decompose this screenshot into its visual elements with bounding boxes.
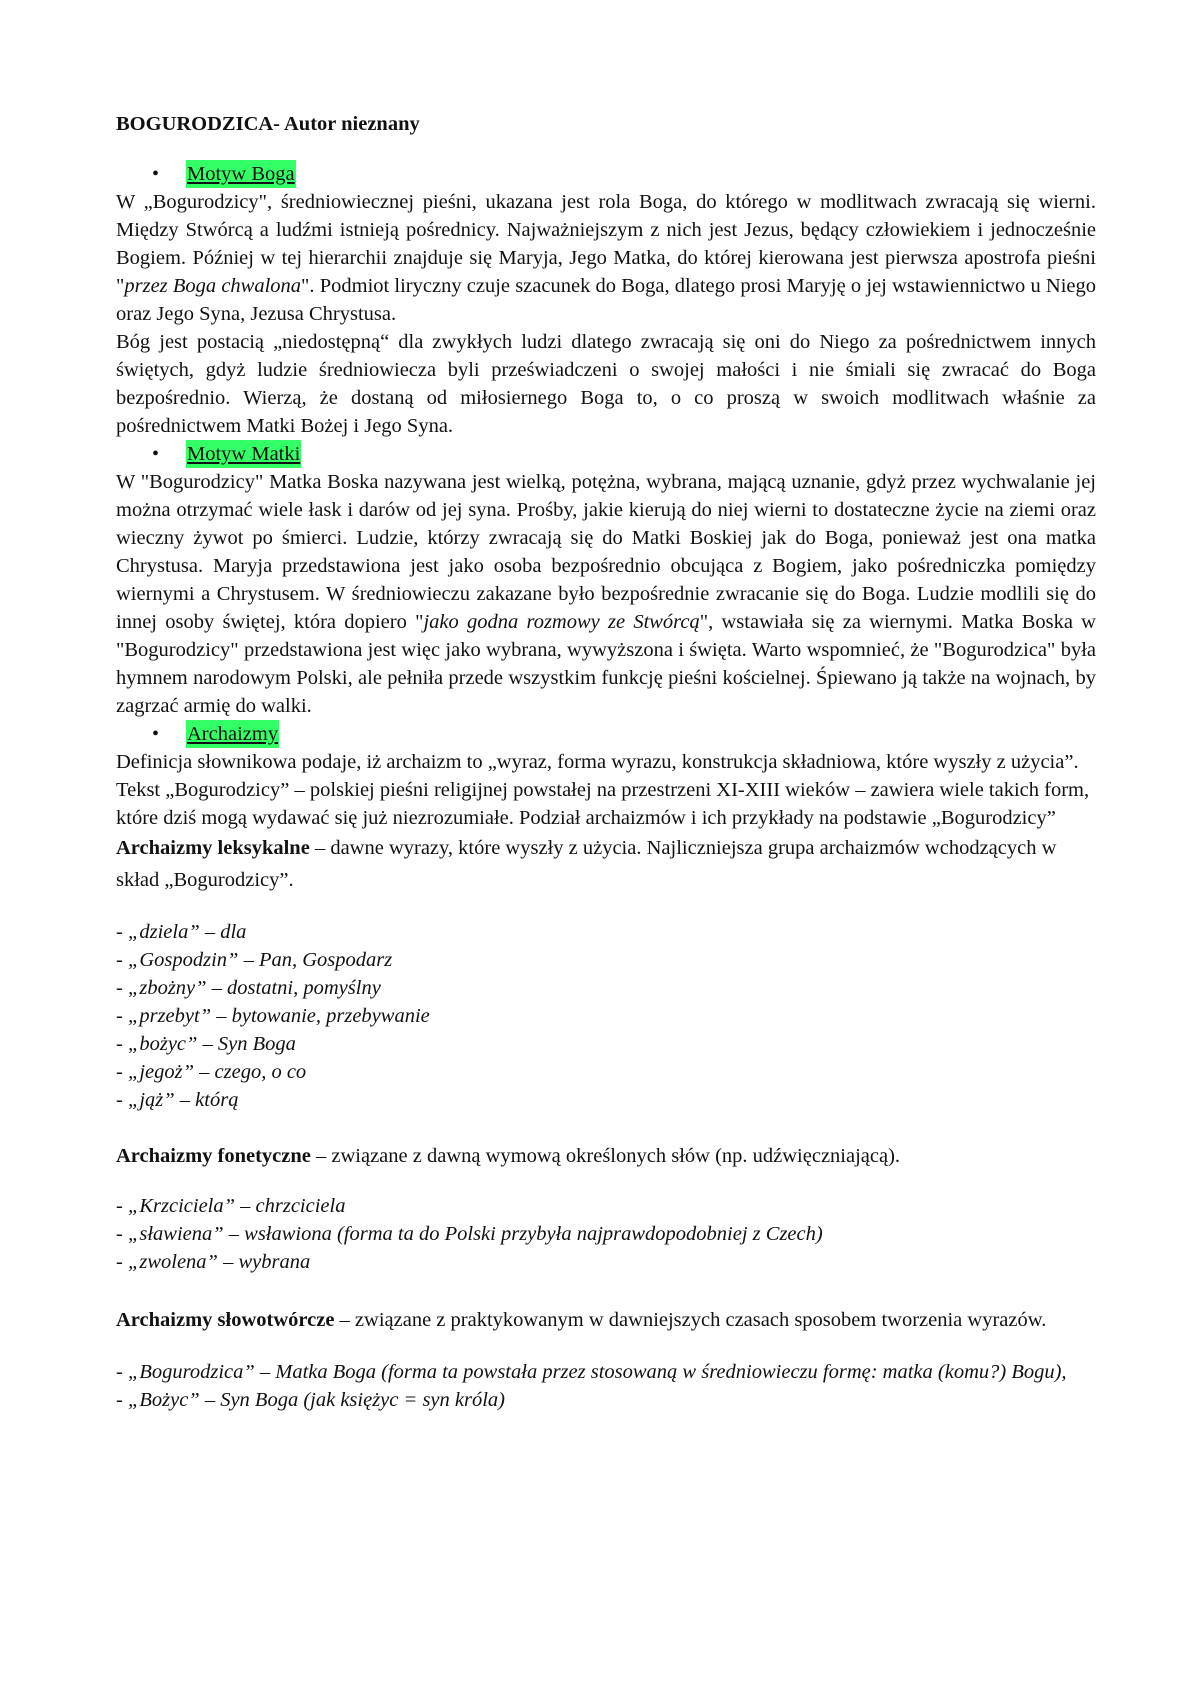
list-item: [116, 1386, 1096, 1414]
term-description: – związane z dawną wymową określonych słów (np. udźwięczniającą).: [310, 1145, 901, 1167]
dash: -: [116, 1361, 128, 1383]
paragraph: Bóg jest postacią „niedostępną“ dla zwykłych ludzi dlatego zwracają się oni do Niego za pośrednictwem innych świętych, gdyż ludzie średniowiecza byli przeświadczeni o swojej małości i nie śmiali się zwracać do Boga bezpośrednio. Wierzą, że dostaną od miłosiernego Boga to, o co proszą w swoich modlitwach właśnie za pośrednictwem Matki Bożej i Jego Syna.: [116, 331, 1096, 437]
list-item: [116, 1192, 1096, 1220]
item-text: „zwolena” – wybrana: [127, 1251, 311, 1273]
document-title: BOGURODZICA- Autor nieznany: [116, 113, 420, 135]
paragraph-italic-quote: przez Boga chwalona: [124, 275, 302, 297]
term-label: Archaizmy słowotwórcze: [116, 1309, 335, 1331]
paragraph: [116, 468, 1096, 720]
bullet-icon: •: [152, 443, 160, 465]
bullet-icon: •: [152, 163, 160, 185]
phonetic-intro: [116, 1142, 1096, 1170]
phonetic-list: [116, 1192, 1096, 1276]
paragraph-text: ". Podmiot liryczny czuje szacunek do Boga, dlatego prosi Maryję o jej wstawiennictwo u Niego oraz Jego Syna, Jezusa Chrystusa.: [116, 275, 1096, 325]
section-heading-archaizmy: [116, 720, 1096, 748]
paragraph-text: W „Bogurodzicy", średniowiecznej pieśni, ukazana jest rola Boga, do którego w modlitwach zwracają się wierni. Między Stwórcą a ludźmi istnieją pośrednicy. Najważniejszym z nich jest Jezus, będący człowiekiem i jednocześnie Bogiem. Później w tej hierarchii znajduje się Maryja, Jego Matka, do której kierowana jest pierwsza apostrofa pieśni ": [116, 191, 1096, 297]
list-item: [116, 1358, 1096, 1386]
item-text: „Krzciciela” – chrzciciela: [127, 1195, 346, 1217]
section-heading-motyw-boga: [116, 160, 1096, 188]
lexical-list: [116, 918, 1096, 1114]
dash: -: [116, 1089, 128, 1111]
item-text: „jegoż” – czego, o co: [127, 1061, 307, 1083]
item-text: „dziela” – dla: [127, 921, 247, 943]
paragraph-italic-quote: jako godna rozmowy ze Stwórcą: [423, 611, 700, 633]
term-description: – dawne wyrazy, które wyszły z użycia. Najliczniejsza grupa archaizmów wchodzących w skład „Bogurodzicy”.: [116, 837, 1057, 891]
paragraph: Definicja słownikowa podaje, iż archaizm to „wyraz, forma wyrazu, konstrukcja składniowa, które wyszły z użycia”. Tekst „Bogurodzicy” – polskiej pieśni religijnej powstałej na przestrzeni XI-XIII wieków – zawiera wiele takich form, które dziś mogą wydawać się już niezrozumiałe. Podział archaizmów i ich przykłady na podstawie „Bogurodzicy”: [116, 751, 1090, 829]
list-item: [116, 974, 1096, 1002]
dash: -: [116, 1005, 128, 1027]
item-text: „jąż” – którą: [127, 1089, 239, 1111]
item-text: „Bożyc” – Syn Boga (jak księżyc = syn króla): [127, 1389, 506, 1411]
item-text: „bożyc” – Syn Boga: [127, 1033, 296, 1055]
dash: -: [116, 1251, 128, 1273]
section-heading-label: Motyw Boga: [186, 160, 296, 188]
list-item: [116, 1220, 1096, 1248]
paragraph-text: W "Bogurodzicy" Matka Boska nazywana jest wielką, potężna, wybrana, mającą uznanie, gdyż przez wychwalanie jej można otrzymać wiele łask i darów od jej syna. Prośby, jakie kierują do niej wierni to dostateczne życie na ziemi oraz wieczny żywot po śmierci. Ludzie, którzy zwracają się do Matki Boskiej jak do Boga, ponieważ jest ona matka Chrystusa. Maryja przedstawiona jest jako osoba bezpośrednio obcująca z Bogiem, jako pośredniczka pomiędzy wiernymi a Chrystusem. W średniowieczu zakazane było bezpośrednie zwracanie się do Boga. Ludzie modlili się do innej osoby świętej, która dopiero ": [116, 471, 1096, 633]
term-description: – związane z praktykowanym w dawniejszych czasach sposobem tworzenia wyrazów.: [334, 1309, 1047, 1331]
bullet-icon: •: [152, 723, 160, 745]
item-text: „przebyt” – bytowanie, przebywanie: [127, 1005, 430, 1027]
dash: -: [116, 1223, 128, 1245]
item-text: „zbożny” – dostatni, pomyślny: [127, 977, 381, 999]
dash: -: [116, 1195, 128, 1217]
section-heading-label: Archaizmy: [186, 720, 279, 748]
dash: -: [116, 949, 128, 971]
item-text: „Bogurodzica” – Matka Boga (forma ta powstała przez stosowaną w średniowieczu formę: matka (komu?) Bogu),: [127, 1361, 1067, 1383]
dash: -: [116, 1061, 128, 1083]
section-heading-label: Motyw Matki: [186, 440, 301, 468]
dash: -: [116, 977, 128, 999]
wordform-list: [116, 1358, 1096, 1414]
list-item: [116, 1248, 1096, 1276]
dash: -: [116, 921, 128, 943]
term-label: Archaizmy fonetyczne: [116, 1145, 311, 1167]
list-item: [116, 1030, 1096, 1058]
term-label: Archaizmy leksykalne: [116, 837, 310, 859]
wordform-intro: [116, 1304, 1096, 1336]
list-item: [116, 1058, 1096, 1086]
list-item: [116, 1086, 1096, 1114]
document-page: [116, 110, 1096, 1414]
dash: -: [116, 1389, 128, 1411]
list-item: [116, 1002, 1096, 1030]
item-text: „Gospodzin” – Pan, Gospodarz: [127, 949, 393, 971]
list-item: [116, 946, 1096, 974]
paragraph-text: ", wstawiała się za wiernymi. Matka Boska w "Bogurodzicy" przedstawiona jest więc jako wybrana, wywyższona i święta. Warto wspomnieć, że "Bogurodzica" była hymnem narodowym Polski, ale pełniła przede wszystkim funkcję pieśni kościelnej. Śpiewano ją także na wojnach, by zagrzać armię do walki.: [116, 611, 1096, 717]
lexical-intro: [116, 832, 1096, 896]
paragraph: [116, 188, 1096, 328]
section-heading-motyw-matki: [116, 440, 1096, 468]
dash: -: [116, 1033, 128, 1055]
list-item: [116, 918, 1096, 946]
item-text: „sławiena” – wsławiona (forma ta do Polski przybyła najprawdopodobniej z Czech): [127, 1223, 823, 1245]
